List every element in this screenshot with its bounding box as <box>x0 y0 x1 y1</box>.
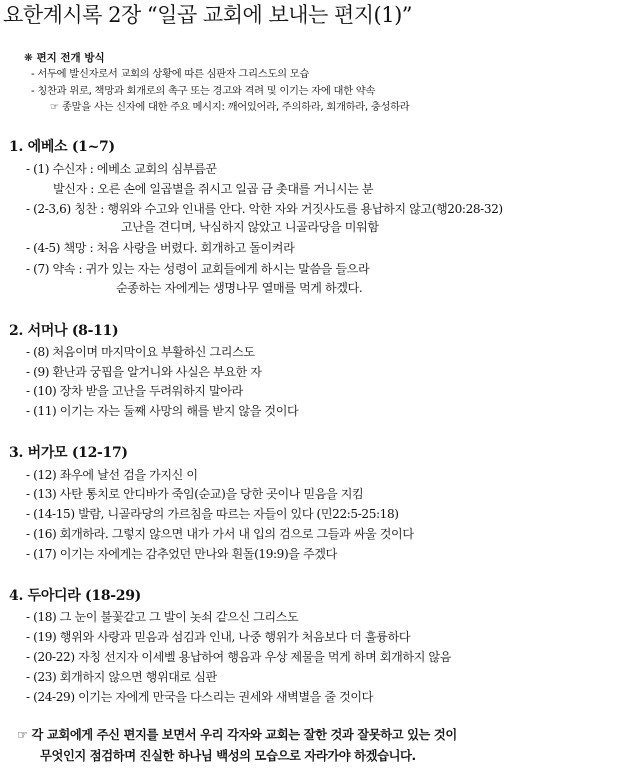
section-heading-smyrna: 2. 서머나 (8-11) <box>9 323 119 339</box>
section-heading-thyatira: 4. 두아디라 (18-29) <box>9 588 141 604</box>
method-line-3: ☞ 종말을 사는 신자에 대한 주요 메시지: 깨어있어라, 주의하라, 회개하라, 충성하라 <box>50 101 410 113</box>
list-item: - (2-3,6) 칭찬 : 행위와 수고와 인내를 안다. 악한 자와 거짓사도를 용납하지 않고(행20:28-32) <box>26 202 503 216</box>
list-item: - (17) 이기는 자에게는 감추었던 만나와 흰돌(19:9)을 주겠다 <box>26 547 337 561</box>
conclusion-line-2: 무엇인지 점검하며 진실한 하나님 백성의 모습으로 자라가야 하겠습니다. <box>40 749 416 763</box>
list-item: - (16) 회개하라. 그렇지 않으면 내가 가서 내 입의 검으로 그들과 싸울 것이다 <box>26 527 414 541</box>
method-line-2: - 칭찬과 위로, 책망과 회개로의 촉구 또는 경고와 격려 및 이기는 자에 대한 약속 <box>31 85 376 97</box>
list-item: - (4-5) 책망 : 처음 사랑을 버렸다. 회개하고 돌이켜라 <box>26 241 295 255</box>
list-item: - (19) 행위와 사랑과 믿음과 섬김과 인내, 나중 행위가 처음보다 더 훌륭하다 <box>26 630 411 644</box>
list-item: - (9) 환난과 궁핍을 알거니와 사실은 부요한 자 <box>26 365 262 379</box>
list-item: - (23) 회개하지 않으면 행위대로 심판 <box>26 670 217 684</box>
list-item: - (11) 이기는 자는 둘째 사망의 해를 받지 않을 것이다 <box>26 404 299 418</box>
method-heading: ❋ 편지 전개 방식 <box>24 52 105 64</box>
list-item: 고난을 견디며, 낙심하지 않았고 니골라당을 미워함 <box>121 220 379 234</box>
conclusion-line-1: ☞ 각 교회에게 주신 편지를 보면서 우리 각자와 교회는 잘한 것과 잘못하고 있는 것이 <box>17 728 457 742</box>
page-title: 요한계시록 2장 “일곱 교회에 보내는 편지(1)” <box>3 3 413 27</box>
list-item: - (13) 사탄 통치로 안디바가 죽임(순교)을 당한 곳이나 믿음을 지킴 <box>26 487 364 501</box>
list-item: 순종하는 자에게는 생명나무 열매를 먹게 하겠다. <box>116 281 363 295</box>
list-item: - (7) 약속 : 귀가 있는 자는 성령이 교회들에게 하시는 말씀을 들으라 <box>26 262 370 276</box>
method-line-1: - 서두에 발신자로서 교회의 상황에 따른 심판자 그리스도의 모습 <box>31 68 310 80</box>
section-heading-pergamum: 3. 버가모 (12-17) <box>9 445 128 461</box>
list-item: 발신자 : 오른 손에 일곱별을 쥐시고 일곱 금 촛대를 거니시는 분 <box>53 182 374 196</box>
list-item: - (24-29) 이기는 자에게 만국을 다스리는 권세와 새벽별을 줄 것이다 <box>26 690 373 704</box>
list-item: - (8) 처음이며 마지막이요 부활하신 그리스도 <box>26 345 255 359</box>
list-item: - (10) 장차 받을 고난을 두려워하지 말아라 <box>26 384 243 398</box>
list-item: - (12) 좌우에 날선 검을 가지신 이 <box>26 468 198 482</box>
list-item: - (20-22) 자칭 선지자 이세벨 용납하여 행음과 우상 제물을 먹게 하며 회개하지 않음 <box>26 650 451 664</box>
section-heading-ephesus: 1. 에베소 (1~7) <box>9 139 115 155</box>
list-item: - (1) 수신자 : 에베소 교회의 심부름꾼 <box>26 162 217 176</box>
list-item: - (18) 그 눈이 불꽃같고 그 발이 놋쇠 같으신 그리스도 <box>26 610 299 624</box>
list-item: - (14-15) 발람, 니골라당의 가르침을 따르는 자들이 있다 (민22:5-25:18) <box>26 507 399 521</box>
